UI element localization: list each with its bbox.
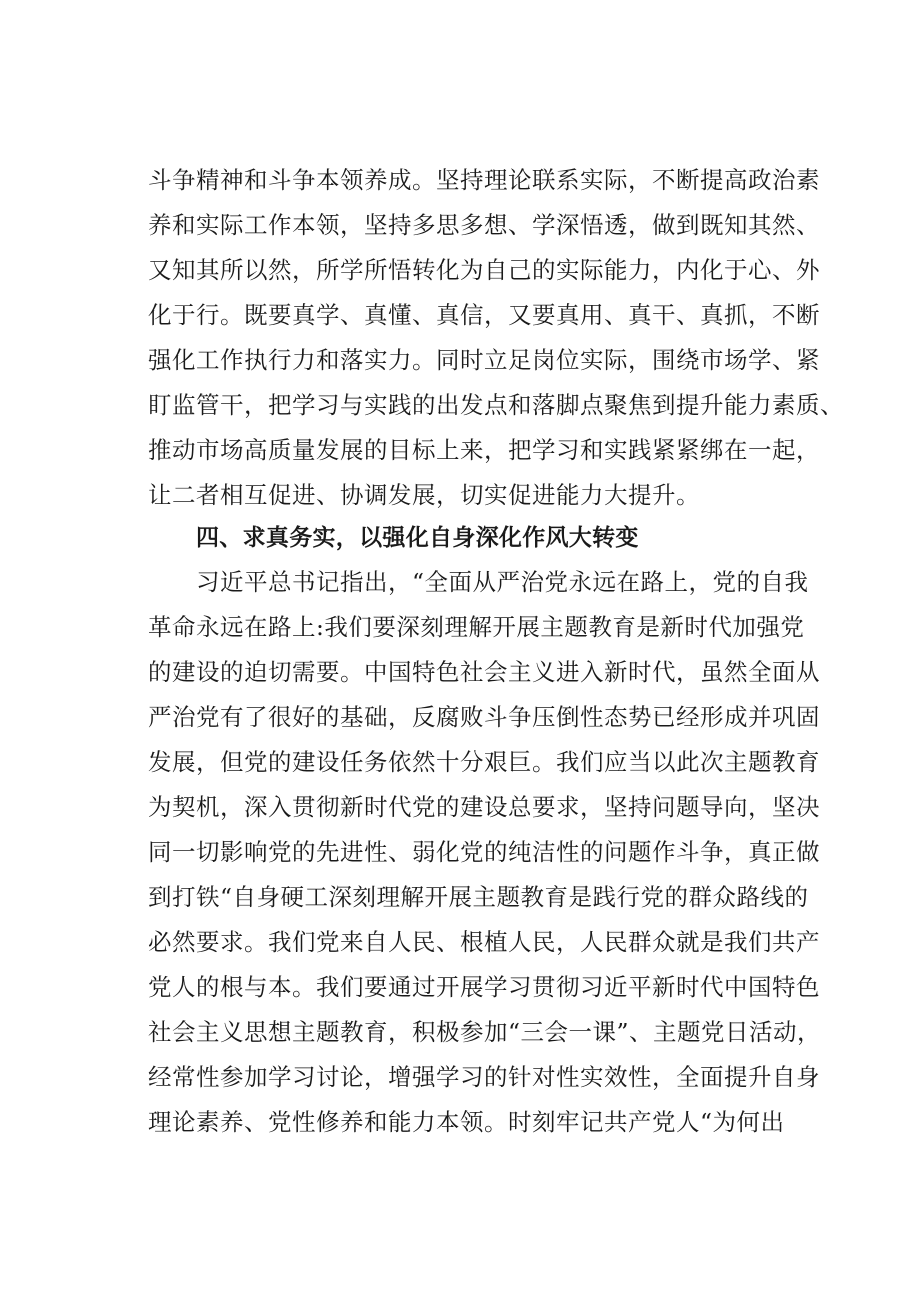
paragraph1-line-8: 让二者相互促进、协调发展，切实促进能力大提升。 bbox=[148, 481, 700, 509]
paragraph2-line-10: 党人的根与本。我们要通过开展学习贯彻习近平新时代中国特色 bbox=[148, 973, 820, 1001]
paragraph2-line-2: 革命永远在路上:我们要深刻理解开展主题教育是新时代加强党 bbox=[148, 613, 805, 641]
paragraph1-line-5: 强化工作执行力和落实力。同时立足岗位实际，围绕市场学、紧 bbox=[148, 346, 820, 374]
paragraph2-line-3: 的建设的迫切需要。中国特色社会主义进入新时代，虽然全面从 bbox=[148, 658, 820, 686]
paragraph2-line-7: 同一切影响党的先进性、弱化党的纯洁性的问题作斗争，真正做 bbox=[148, 838, 820, 866]
paragraph2-line-11: 社会主义思想主题教育，积极参加“三会一课”、主题党日活动， bbox=[148, 1018, 822, 1046]
paragraph2-line-6: 为契机，深入贯彻新时代党的建设总要求，坚持问题导向，坚决 bbox=[148, 793, 820, 821]
paragraph2-line-4: 严治党有了很好的基础，反腐败斗争压倒性态势已经形成并巩固 bbox=[148, 703, 820, 731]
paragraph2-line-1: 习近平总书记指出，“全面从严治党永远在路上，党的自我 bbox=[196, 568, 809, 596]
paragraph2-line-9: 必然要求。我们党来自人民、根植人民，人民群众就是我们共产 bbox=[148, 928, 820, 956]
paragraph1-line-1: 斗争精神和斗争本领养成。坚持理论联系实际，不断提高政治素 bbox=[148, 166, 820, 194]
paragraph2-line-5: 发展，但党的建设任务依然十分艰巨。我们应当以此次主题教育 bbox=[148, 748, 820, 776]
paragraph2-line-12: 经常性参加学习讨论，增强学习的针对性实效性，全面提升自身 bbox=[148, 1063, 820, 1091]
paragraph1-line-6: 盯监管干，把学习与实践的出发点和落脚点聚焦到提升能力素质、 bbox=[148, 391, 844, 419]
section-heading: 四、求真务实，以强化自身深化作风大转变 bbox=[196, 525, 639, 551]
paragraph1-line-2: 养和实际工作本领，坚持多思多想、学深悟透，做到既知其然、 bbox=[148, 211, 820, 239]
paragraph2-line-13: 理论素养、党性修养和能力本领。时刻牢记共产党人“为何出 bbox=[148, 1108, 785, 1136]
paragraph1-line-3: 又知其所以然，所学所悟转化为自己的实际能力，内化于心、外 bbox=[148, 256, 820, 284]
paragraph2-line-8: 到打铁“自身硬工深刻理解开展主题教育是践行党的群众路线的 bbox=[148, 883, 809, 911]
paragraph1-line-7: 推动市场高质量发展的目标上来，把学习和实践紧紧绑在一起， bbox=[148, 436, 820, 464]
paragraph1-line-4: 化于行。既要真学、真懂、真信，又要真用、真干、真抓，不断 bbox=[148, 301, 820, 329]
